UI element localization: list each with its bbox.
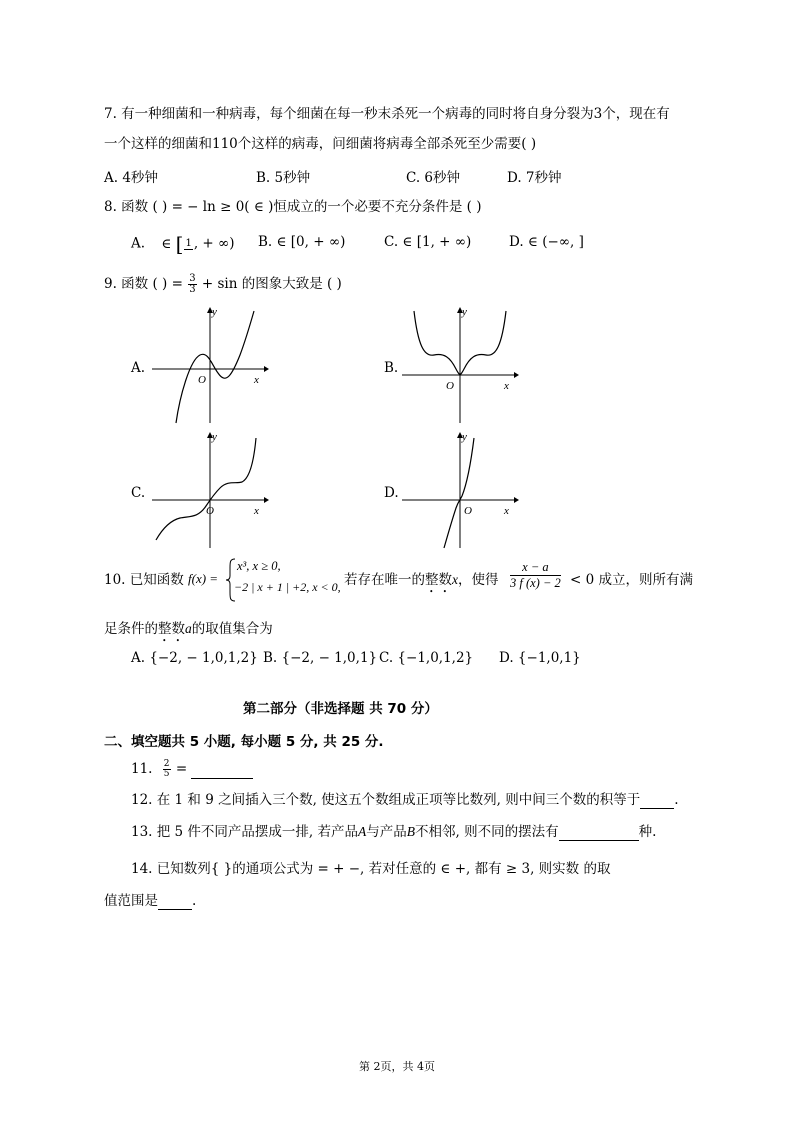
q8-option-a — [131, 232, 235, 256]
x-label: x — [254, 505, 259, 517]
y-label: y — [462, 306, 467, 318]
q7-line1: 7. 有一种细菌和一种病毒，每个细菌在每一秒末杀死一个病毒的同时将自身分裂为3个，现在有 — [104, 106, 670, 122]
origin-label: O — [206, 505, 214, 517]
q9-graph-b — [400, 305, 520, 425]
q10-option-b: B. {−2, − 1,0,1} — [263, 650, 378, 666]
q9-fraction — [188, 274, 196, 295]
q8-option-a-symbol: ∈ — [161, 235, 172, 252]
q13-var-a: A — [358, 824, 367, 839]
q8-option-a-bracket: [ — [175, 232, 184, 256]
q10-piece2: −2 | x + 1 | +2, x < 0, — [234, 580, 341, 594]
q10-line2-dot: 整数 — [158, 621, 185, 637]
q12-end: . — [674, 792, 679, 808]
x-axis-arrow-icon — [264, 497, 269, 503]
q13-var-b: B — [406, 824, 416, 839]
q13-text-a: 13. 把 5 件不同产品摆成一排, 若产品 — [131, 824, 359, 840]
origin-label: O — [446, 380, 454, 392]
q11-number: 11. — [131, 761, 153, 777]
q8-option-c: C. ∈ [1, + ∞) — [384, 234, 472, 250]
q10-mid-b: ，使得 — [458, 572, 499, 588]
q10-line2-var: a — [185, 621, 192, 636]
q7-option-c: C. 6秒钟 — [406, 170, 461, 186]
q9-graph-c — [150, 430, 270, 550]
q10-mid-dot: 整数 — [425, 572, 452, 588]
q10-func-name: f(x) = — [188, 571, 219, 586]
part2-title: 第二部分（非选择题 共 70 分） — [243, 701, 438, 717]
q8-option-a-label: A. — [131, 235, 146, 252]
q10-option-a: A. {−2, − 1,0,1,2} — [131, 650, 258, 666]
q10-option-d: D. {−1,0,1} — [499, 650, 581, 666]
y-label: y — [462, 431, 467, 443]
q12-text: 12. 在 1 和 9 之间插入三个数, 使这五个数组成正项等比数列, 则中间三个数的积等于 — [131, 792, 641, 808]
x-axis-arrow-icon — [514, 497, 519, 503]
q9-stem — [104, 274, 342, 295]
q13 — [131, 823, 656, 841]
q8-option-d: D. ∈ (−∞, ] — [509, 234, 584, 250]
q14-end: . — [192, 893, 197, 909]
q14-line2 — [104, 892, 196, 910]
q10-ineq-fraction — [510, 560, 561, 591]
q11-frac-den: 5 — [163, 769, 170, 779]
q8-option-a-fraction — [184, 239, 192, 250]
q11-answer-blank[interactable] — [191, 764, 253, 779]
q9-graph-d — [400, 430, 520, 550]
q9-option-b-label: B. — [384, 360, 399, 376]
x-label: x — [254, 374, 259, 386]
curve — [444, 438, 474, 548]
q10-mid — [344, 571, 499, 596]
x-axis-arrow-icon — [514, 372, 519, 378]
origin-label: O — [464, 505, 472, 517]
q8-option-b: B. ∈ [0, + ∞) — [258, 234, 346, 250]
q14-line1: 14. 已知数列{ }的通项公式为 = + −, 若对任意的 ∈ +, 都有 ≥ 3, 则实数 的取 — [131, 861, 611, 877]
q10-ineq-den: 3 f (x) − 2 — [510, 576, 561, 590]
x-axis-arrow-icon — [264, 366, 269, 372]
q10-option-c: C. {−1,0,1,2} — [379, 650, 474, 666]
y-label: y — [212, 306, 217, 318]
q10-mid-var: x — [452, 572, 458, 587]
origin-label: O — [198, 374, 206, 386]
y-label: y — [212, 431, 217, 443]
q11-equals: = — [175, 761, 188, 777]
q9-frac-num: 3 — [189, 273, 196, 284]
q14-line2-text: 值范围是 — [104, 893, 158, 909]
q9-graph-a — [150, 305, 270, 425]
q9-option-a-label: A. — [131, 360, 146, 376]
q12 — [131, 791, 679, 809]
q9-frac-den: 3 — [189, 284, 196, 295]
curve — [156, 438, 256, 540]
q9-stem-post: + sin 的图象大致是 ( ) — [201, 276, 342, 292]
q10-line2-b: 的取值集合为 — [191, 621, 273, 637]
x-label: x — [504, 380, 509, 392]
q13-end: 种. — [638, 824, 657, 840]
q8-option-a-rest: , + ∞) — [193, 235, 235, 252]
q9-option-d-label: D. — [384, 485, 399, 501]
q10-prefix: 10. 已知函数 — [104, 572, 184, 588]
q8-option-a-frac-num: 1 — [185, 237, 192, 249]
q7-option-b: B. 5秒钟 — [256, 170, 311, 186]
q7-option-a: A. 4秒钟 — [104, 170, 158, 186]
q9-stem-pre: 9. 函数 ( ) = — [104, 276, 183, 292]
page-footer: 第 2页，共 4页 — [359, 1060, 435, 1073]
q11 — [131, 760, 253, 779]
q10-ineq-tail: < 0 成立，则所有满 — [570, 572, 693, 588]
q8-stem: 8. 函数 ( ) = − ln ≥ 0( ∈ )恒成立的一个必要不充分条件是 ( ) — [104, 199, 482, 215]
q10-ineq-num: x − a — [510, 560, 561, 576]
q7-option-d: D. 7秒钟 — [507, 170, 562, 186]
q11-fraction — [163, 760, 171, 779]
section2-title: 二、填空题共 5 小题, 每小题 5 分, 共 25 分. — [104, 734, 384, 750]
q10-line2-a: 足条件的 — [104, 621, 158, 637]
q13-text-c: 不相邻, 则不同的摆法有 — [415, 824, 559, 840]
curve — [176, 311, 254, 423]
q11-frac-num: 2 — [163, 759, 170, 769]
q7-line2: 一个这样的细菌和110个这样的病毒，问细菌将病毒全部杀死至少需要( ) — [104, 136, 537, 152]
q13-text-b: 与产品 — [366, 824, 407, 840]
q9-option-c-label: C. — [131, 485, 146, 501]
x-label: x — [504, 505, 509, 517]
q10-line2 — [104, 620, 273, 645]
q14-answer-blank[interactable] — [158, 895, 192, 910]
q10-piece1: x³, x ≥ 0, — [237, 559, 281, 573]
q10-mid-a: 若存在唯一的 — [344, 572, 425, 588]
q13-answer-blank[interactable] — [559, 826, 639, 841]
q12-answer-blank[interactable] — [640, 794, 674, 809]
